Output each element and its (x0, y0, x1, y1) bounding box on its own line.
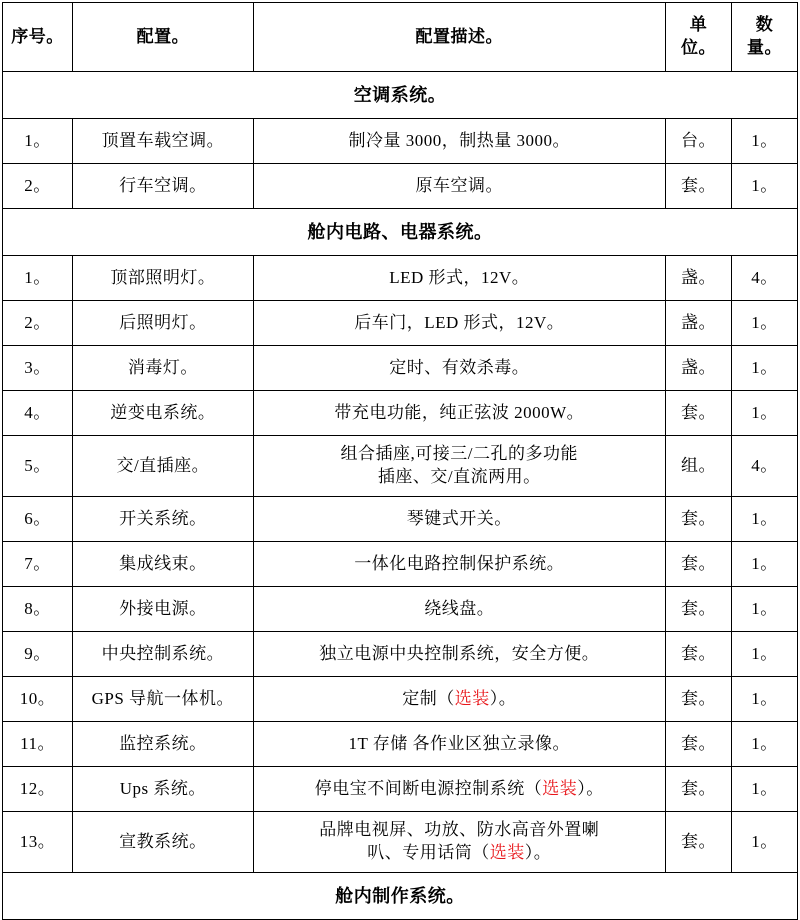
row-description-optional-tag: 选装 (542, 778, 578, 798)
row-quantity: 1。 (731, 677, 797, 722)
row-quantity: 1。 (731, 497, 797, 542)
row-index: 7。 (3, 542, 73, 587)
column-header-unit (665, 3, 731, 72)
row-quantity: 1。 (731, 542, 797, 587)
table-row (3, 587, 798, 632)
table-row (3, 301, 798, 346)
row-unit: 套。 (665, 722, 731, 767)
row-index: 12。 (3, 767, 73, 812)
row-index: 10。 (3, 677, 73, 722)
row-config-name: 逆变电系统。 (73, 391, 253, 436)
row-description: 独立电源中央控制系统，安全方便。 (253, 632, 665, 677)
section-header-row (3, 72, 798, 119)
row-index: 13。 (3, 812, 73, 873)
row-unit: 套。 (665, 542, 731, 587)
row-description: 制冷量 3000，制热量 3000。 (253, 119, 665, 164)
row-unit: 套。 (665, 164, 731, 209)
table-body (3, 72, 798, 920)
row-quantity: 1。 (731, 722, 797, 767)
row-index: 5。 (3, 436, 73, 497)
row-description: LED 形式，12V。 (253, 256, 665, 301)
row-index: 11。 (3, 722, 73, 767)
row-unit: 组。 (665, 436, 731, 497)
row-config-name: 中央控制系统。 (73, 632, 253, 677)
row-quantity: 1。 (731, 301, 797, 346)
table-row (3, 767, 798, 812)
column-header-unit-line2: 位。 (680, 38, 716, 57)
table-row (3, 164, 798, 209)
section-title: 舱内制作系统。 (3, 873, 798, 920)
row-description: 绕线盘。 (253, 587, 665, 632)
configuration-table (2, 2, 798, 920)
row-quantity: 1。 (731, 119, 797, 164)
row-description: 一体化电路控制保护系统。 (253, 542, 665, 587)
row-index: 3。 (3, 346, 73, 391)
table-row (3, 677, 798, 722)
column-header-unit-line1: 单 (689, 15, 708, 35)
row-description (253, 767, 665, 812)
row-description: 琴键式开关。 (253, 497, 665, 542)
row-index: 4。 (3, 391, 73, 436)
row-config-name: 后照明灯。 (73, 301, 253, 346)
row-unit: 套。 (665, 677, 731, 722)
row-index: 1。 (3, 119, 73, 164)
column-header-config: 配置。 (73, 3, 253, 72)
table-row (3, 722, 798, 767)
row-config-name: 外接电源。 (73, 587, 253, 632)
row-description: 原车空调。 (253, 164, 665, 209)
row-config-name: GPS 导航一体机。 (73, 677, 253, 722)
row-description-text: 停电宝不间断电源控制系统（ (314, 778, 543, 798)
table-row (3, 346, 798, 391)
row-unit: 盏。 (665, 346, 731, 391)
column-header-quantity-line2: 量。 (746, 38, 782, 57)
row-quantity: 1。 (731, 346, 797, 391)
section-header-row (3, 209, 798, 256)
row-description-text-end: ）。 (577, 778, 604, 798)
row-description (253, 436, 665, 497)
table-row (3, 542, 798, 587)
section-title: 空调系统。 (3, 72, 798, 119)
row-quantity: 4。 (731, 436, 797, 497)
table-row (3, 812, 798, 873)
row-unit: 台。 (665, 119, 731, 164)
row-unit: 套。 (665, 812, 731, 873)
table-header (3, 3, 798, 72)
row-index: 2。 (3, 301, 73, 346)
row-quantity: 1。 (731, 164, 797, 209)
row-unit: 套。 (665, 767, 731, 812)
header-row (3, 3, 798, 72)
row-quantity: 4。 (731, 256, 797, 301)
row-description-optional-tag: 选装 (454, 688, 490, 708)
row-unit: 套。 (665, 391, 731, 436)
column-header-description: 配置描述。 (253, 3, 665, 72)
row-description: 后车门，LED 形式，12V。 (253, 301, 665, 346)
row-config-name: 消毒灯。 (73, 346, 253, 391)
row-quantity: 1。 (731, 767, 797, 812)
row-description-text: 叭、专用话筒（ (367, 843, 490, 862)
row-unit: 套。 (665, 587, 731, 632)
row-description: 带充电功能，纯正弦波 2000W。 (253, 391, 665, 436)
row-index: 8。 (3, 587, 73, 632)
row-config-name: 行车空调。 (73, 164, 253, 209)
table-row (3, 436, 798, 497)
row-config-name: 集成线束。 (73, 542, 253, 587)
row-index: 9。 (3, 632, 73, 677)
table-row (3, 632, 798, 677)
row-unit: 套。 (665, 632, 731, 677)
table-row (3, 497, 798, 542)
row-description: 1T 存储 各作业区独立录像。 (253, 722, 665, 767)
row-unit: 套。 (665, 497, 731, 542)
row-index: 6。 (3, 497, 73, 542)
table-row (3, 256, 798, 301)
section-title: 舱内电路、电器系统。 (3, 209, 798, 256)
row-description-line2: 插座、交/直流两用。 (377, 467, 541, 486)
spec-sheet (0, 2, 800, 920)
row-description (253, 812, 665, 873)
row-unit: 盏。 (665, 301, 731, 346)
row-description-line1: 品牌电视屏、功放、防水高音外置喇 (319, 820, 600, 840)
row-quantity: 1。 (731, 632, 797, 677)
row-description-text: 定制（ (402, 688, 455, 708)
row-quantity: 1。 (731, 587, 797, 632)
row-config-name: 交/直插座。 (73, 436, 253, 497)
row-config-name: Ups 系统。 (73, 767, 253, 812)
row-config-name: 宣教系统。 (73, 812, 253, 873)
row-index: 2。 (3, 164, 73, 209)
row-description-text-end: ）。 (524, 843, 552, 862)
row-description (253, 677, 665, 722)
row-unit: 盏。 (665, 256, 731, 301)
row-description: 定时、有效杀毒。 (253, 346, 665, 391)
row-config-name: 顶部照明灯。 (73, 256, 253, 301)
row-index: 1。 (3, 256, 73, 301)
row-config-name: 开关系统。 (73, 497, 253, 542)
row-quantity: 1。 (731, 812, 797, 873)
section-header-row (3, 873, 798, 920)
row-description-optional-tag: 选装 (489, 843, 525, 862)
table-row (3, 119, 798, 164)
row-description-line2 (258, 842, 661, 865)
row-config-name: 监控系统。 (73, 722, 253, 767)
column-header-quantity-line1: 数 (755, 15, 774, 35)
row-description-line1: 组合插座,可接三/二孔的多功能 (340, 444, 578, 464)
row-description-text-end: ）。 (489, 688, 517, 708)
row-config-name: 顶置车载空调。 (73, 119, 253, 164)
column-header-quantity (731, 3, 797, 72)
row-quantity: 1。 (731, 391, 797, 436)
table-row (3, 391, 798, 436)
column-header-index: 序号。 (3, 3, 73, 72)
